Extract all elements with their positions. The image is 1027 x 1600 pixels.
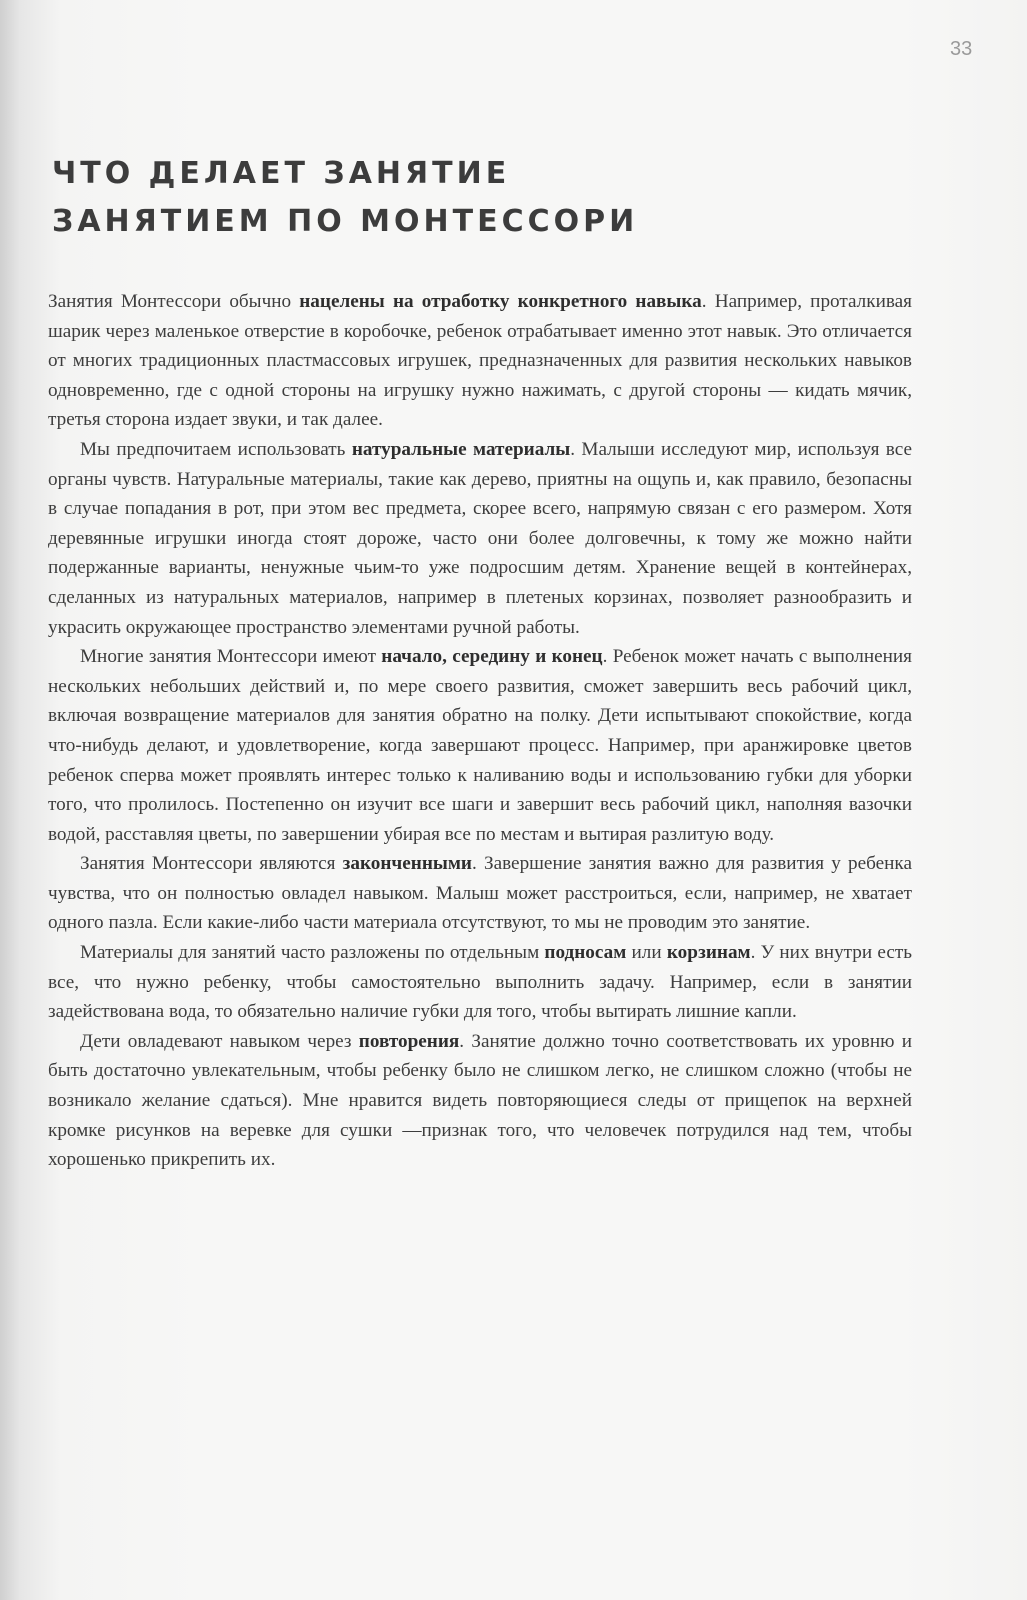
paragraph-3 [48,642,912,849]
paragraph-4 [48,849,912,938]
paragraph-6 [48,1027,912,1175]
paragraph-2-emphasis: натуральные материалы [351,438,571,460]
paragraph-3-text-start: Многие занятия Монтессори имеют [80,646,382,668]
paragraph-5 [48,938,912,1027]
paragraph-4-text-start: Занятия Монтессори являются [80,853,343,875]
paragraph-1 [48,287,912,435]
paragraph-1-text-end: . Например, проталкивая шарик через маленькое отверстие в коробочке, ребенок отрабатывает именно этот навык. Это отличается от многих традиционных пластмассовых игрушек, предназначенных для развития нескольких навыков одновременно, где с одной стороны на игрушку нужно нажимать, с другой стороны — кидать мячик, третья сторона издает звуки, и так далее. [48,291,912,431]
paragraph-3-emphasis: начало, середину и конец [381,646,603,668]
paragraph-5-text-end: . У них внутри есть все, что нужно ребенку, чтобы самостоятельно выполнить задачу. Например, если в занятии задействована вода, то обязательно наличие губки для того, чтобы вытирать лишние капли. [48,942,913,1023]
chapter-title [52,150,952,246]
paragraph-4-emphasis: законченными [342,853,472,875]
paragraph-2-text-start: Мы предпочитаем использовать [80,438,352,460]
paragraph-6-text-end: . Занятие должно точно соответствовать их уровню и быть достаточно увлекательным, чтобы ребенку было не слишком легко, не слишком сложно (чтобы не возникало желание сдаться). Мне нравится видеть повторяющиеся следы от прищепок на верхней кромке рисунков на веревке для сушки —признак того, что человечек потрудился над тем, чтобы хорошенько прикрепить их. [48,1030,912,1171]
chapter-title-line-2: ЗАНЯТИЕМ ПО МОНТЕССОРИ [52,204,639,239]
paragraph-5-text-middle: или [626,942,667,964]
paragraph-6-emphasis: повторения [358,1030,460,1052]
paragraph-2 [48,435,912,642]
paragraph-5-text-start: Материалы для занятий часто разложены по отдельным [80,942,545,964]
paragraph-1-text-start: Занятия Монтессори обычно [48,291,300,312]
paragraph-6-text-start: Дети овладевают навыком через [80,1030,359,1052]
paragraph-3-text-end: . Ребенок может начать с выполнения нескольких небольших действий и, по мере своего развития, сможет завершить весь рабочий цикл, включая возвращение материалов для занятия обратно на полку. Дети испытывают спокойствие, когда что-нибудь делают, и удовлетворение, когда завершают процесс. Например, при аранжировке цветов ребенок сперва может проявлять интерес только к наливанию воды и использованию губки для уборки того, что пролилось. Постепенно он изучит все шаги и завершит весь рабочий цикл, наполняя вазочки водой, расставляя цветы, по завершении убирая все по местам и вытирая разлитую воду. [48,646,912,845]
paragraph-5-emphasis-2: корзинам [666,942,751,964]
body-text [48,287,912,1175]
paragraph-2-text-end: . Малыши исследуют мир, используя все органы чувств. Натуральные материалы, такие как дерево, приятны на ощупь и, как правило, безопасны в случае попадания в рот, при этом вес предмета, скорее всего, напрямую связан с его размером. Хотя деревянные игрушки иногда стоят дороже, часто они более долговечны, к тому же можно найти подержанные варианты, ненужные чьим-то уже подросшим детям. Хранение вещей в контейнерах, сделанных из натуральных материалов, например в плетеных корзинах, позволяет разнообразить и украсить окружающее пространство элементами ручной работы. [48,438,913,638]
paragraph-5-emphasis: подносам [544,942,627,964]
paragraph-1-emphasis: нацелены на отработку конкретного навыка [299,291,702,312]
paragraph-4-text-end: . Завершение занятия важно для развития у ребенка чувства, что он полностью овладел навыком. Малыш может расстроиться, если, например, не хватает одного пазла. Если какие-либо части материала отсутствуют, то мы не проводим это занятие. [48,853,912,934]
page-number: 33 [950,38,973,60]
chapter-title-line-1: ЧТО ДЕЛАЕТ ЗАНЯТИЕ [52,156,511,191]
